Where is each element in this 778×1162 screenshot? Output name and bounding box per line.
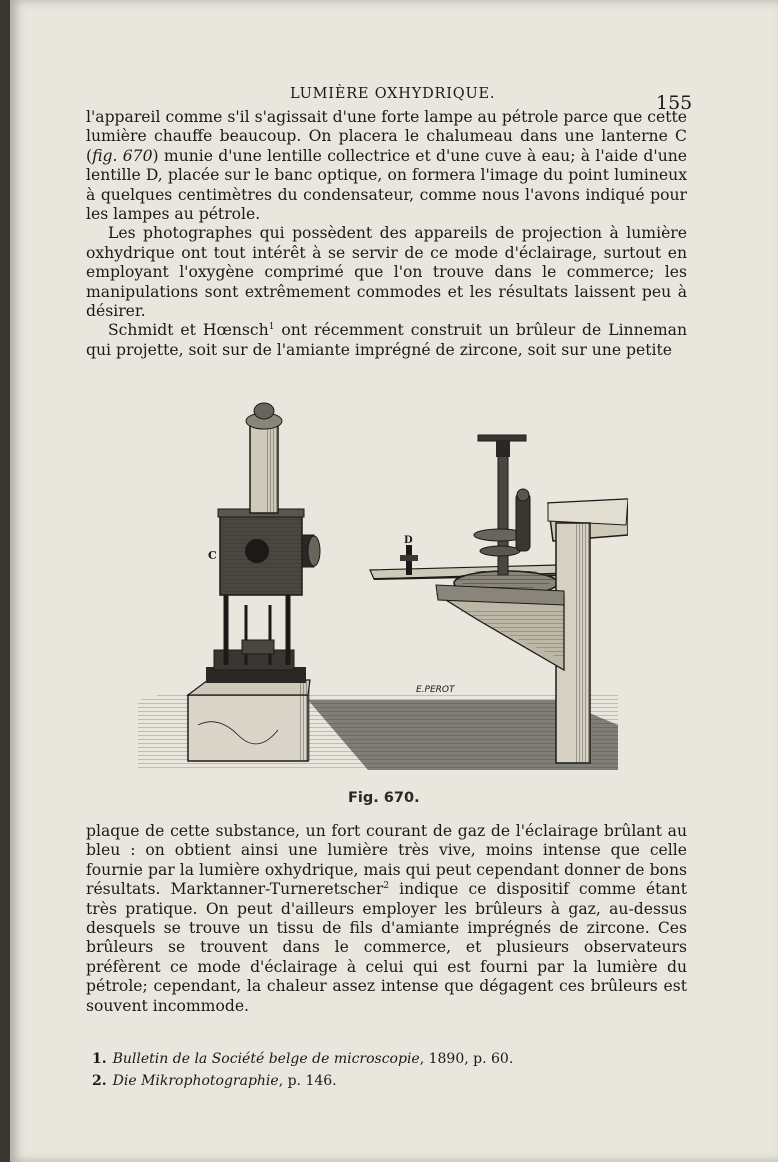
paragraph-1-part-b: ) munie d'une lentille collectrice et d'une cuve à eau; à l'aide d'une lentille D, placée sur le banc optique, on formera l'image du point lumineux à quelques centimètres du condensateur, comme nous l'avons indiqué pour les lampes au pétrole. <box>86 146 688 224</box>
footnote-1-title: Bulletin de la Société belge de microscopie <box>112 1051 420 1067</box>
book-page <box>10 0 778 1162</box>
page-number: 155 <box>656 92 693 114</box>
footnote-1-number: 1. <box>92 1051 107 1067</box>
running-head: LUMIÈRE OXHYDRIQUE. <box>290 86 496 102</box>
footnotes <box>92 1048 692 1092</box>
footnote-2-rest: , p. 146. <box>278 1073 337 1089</box>
paragraph-2: Les photographes qui possèdent des appareils de projection à lumière oxhydrique ont tout intérêt à se servir de ce mode d'éclairage, surtout en employant l'oxygène comprimé que l'on trouve dans le commerce; les manipulations sont extrêmement commodes et les résultats laissent peu à désirer. <box>86 224 687 321</box>
paragraph-4-part-a: plaque de cette substance, un fort courant de gaz de l'éclairage brûlant au bleu : on obtient ainsi une lumière très vive, moins intense que celle fournie par la lumière oxhydrique, mais qui peut cependant donner de bons résultats. Marktanner-Turneretscher <box>86 822 687 899</box>
engraver-signature: E.PEROT <box>416 685 455 695</box>
oxyhydrogen-lantern <box>206 403 320 683</box>
figure-reference: fig. 670 <box>92 146 153 165</box>
label-d: D <box>404 535 413 546</box>
footnote-1 <box>92 1048 692 1070</box>
footnote-ref-2: 2 <box>383 881 390 892</box>
footnote-2 <box>92 1070 692 1092</box>
paragraph-1 <box>86 108 687 224</box>
paragraph-3-after: ont récemment construit un brûleur de Linneman qui projette, soit sur de l'amiante imprégné de zircone, soit sur une petite <box>86 321 687 359</box>
footnote-ref-1: 1 <box>268 322 275 333</box>
footnote-2-number: 2. <box>92 1073 107 1089</box>
paragraph-3-before: Schmidt et Hœnsch <box>108 321 269 340</box>
lantern-base-block <box>188 680 310 761</box>
paragraph-3 <box>86 321 687 360</box>
label-c: C <box>208 549 217 562</box>
paragraph-1-part-a: l'appareil comme s'il s'agissait d'une forte lampe au pétrole parce que cette lumière chauffe beaucoup. On placera le chalumeau dans une lanterne C ( <box>86 108 687 165</box>
paragraph-4-part-b: indique ce dispositif comme étant très pratique. On peut d'ailleurs employer les brûleurs à gaz, au-dessus desquels se trouve un tissu de fils d'amiante imprégnés de zircone. Ces brûleurs se trouvent dans le commerce, et plusieurs observateurs préfèrent ce mode d'éclairage à celui qui est fourni par la lumière du pétrole; cependant, la chaleur assez intense que dégagent ces brûleurs est souvent incommode. <box>86 880 687 1015</box>
figure-caption: Fig. 670. <box>348 790 420 806</box>
text-block-top <box>86 108 687 360</box>
text-block-bottom <box>86 822 687 1016</box>
footnote-1-rest: , 1890, p. 60. <box>419 1051 514 1067</box>
engraving-illustration <box>138 395 628 780</box>
paragraph-4 <box>86 822 687 1016</box>
footnote-2-title: Die Mikrophotographie <box>112 1073 279 1089</box>
figure-670-engraving <box>138 395 628 780</box>
